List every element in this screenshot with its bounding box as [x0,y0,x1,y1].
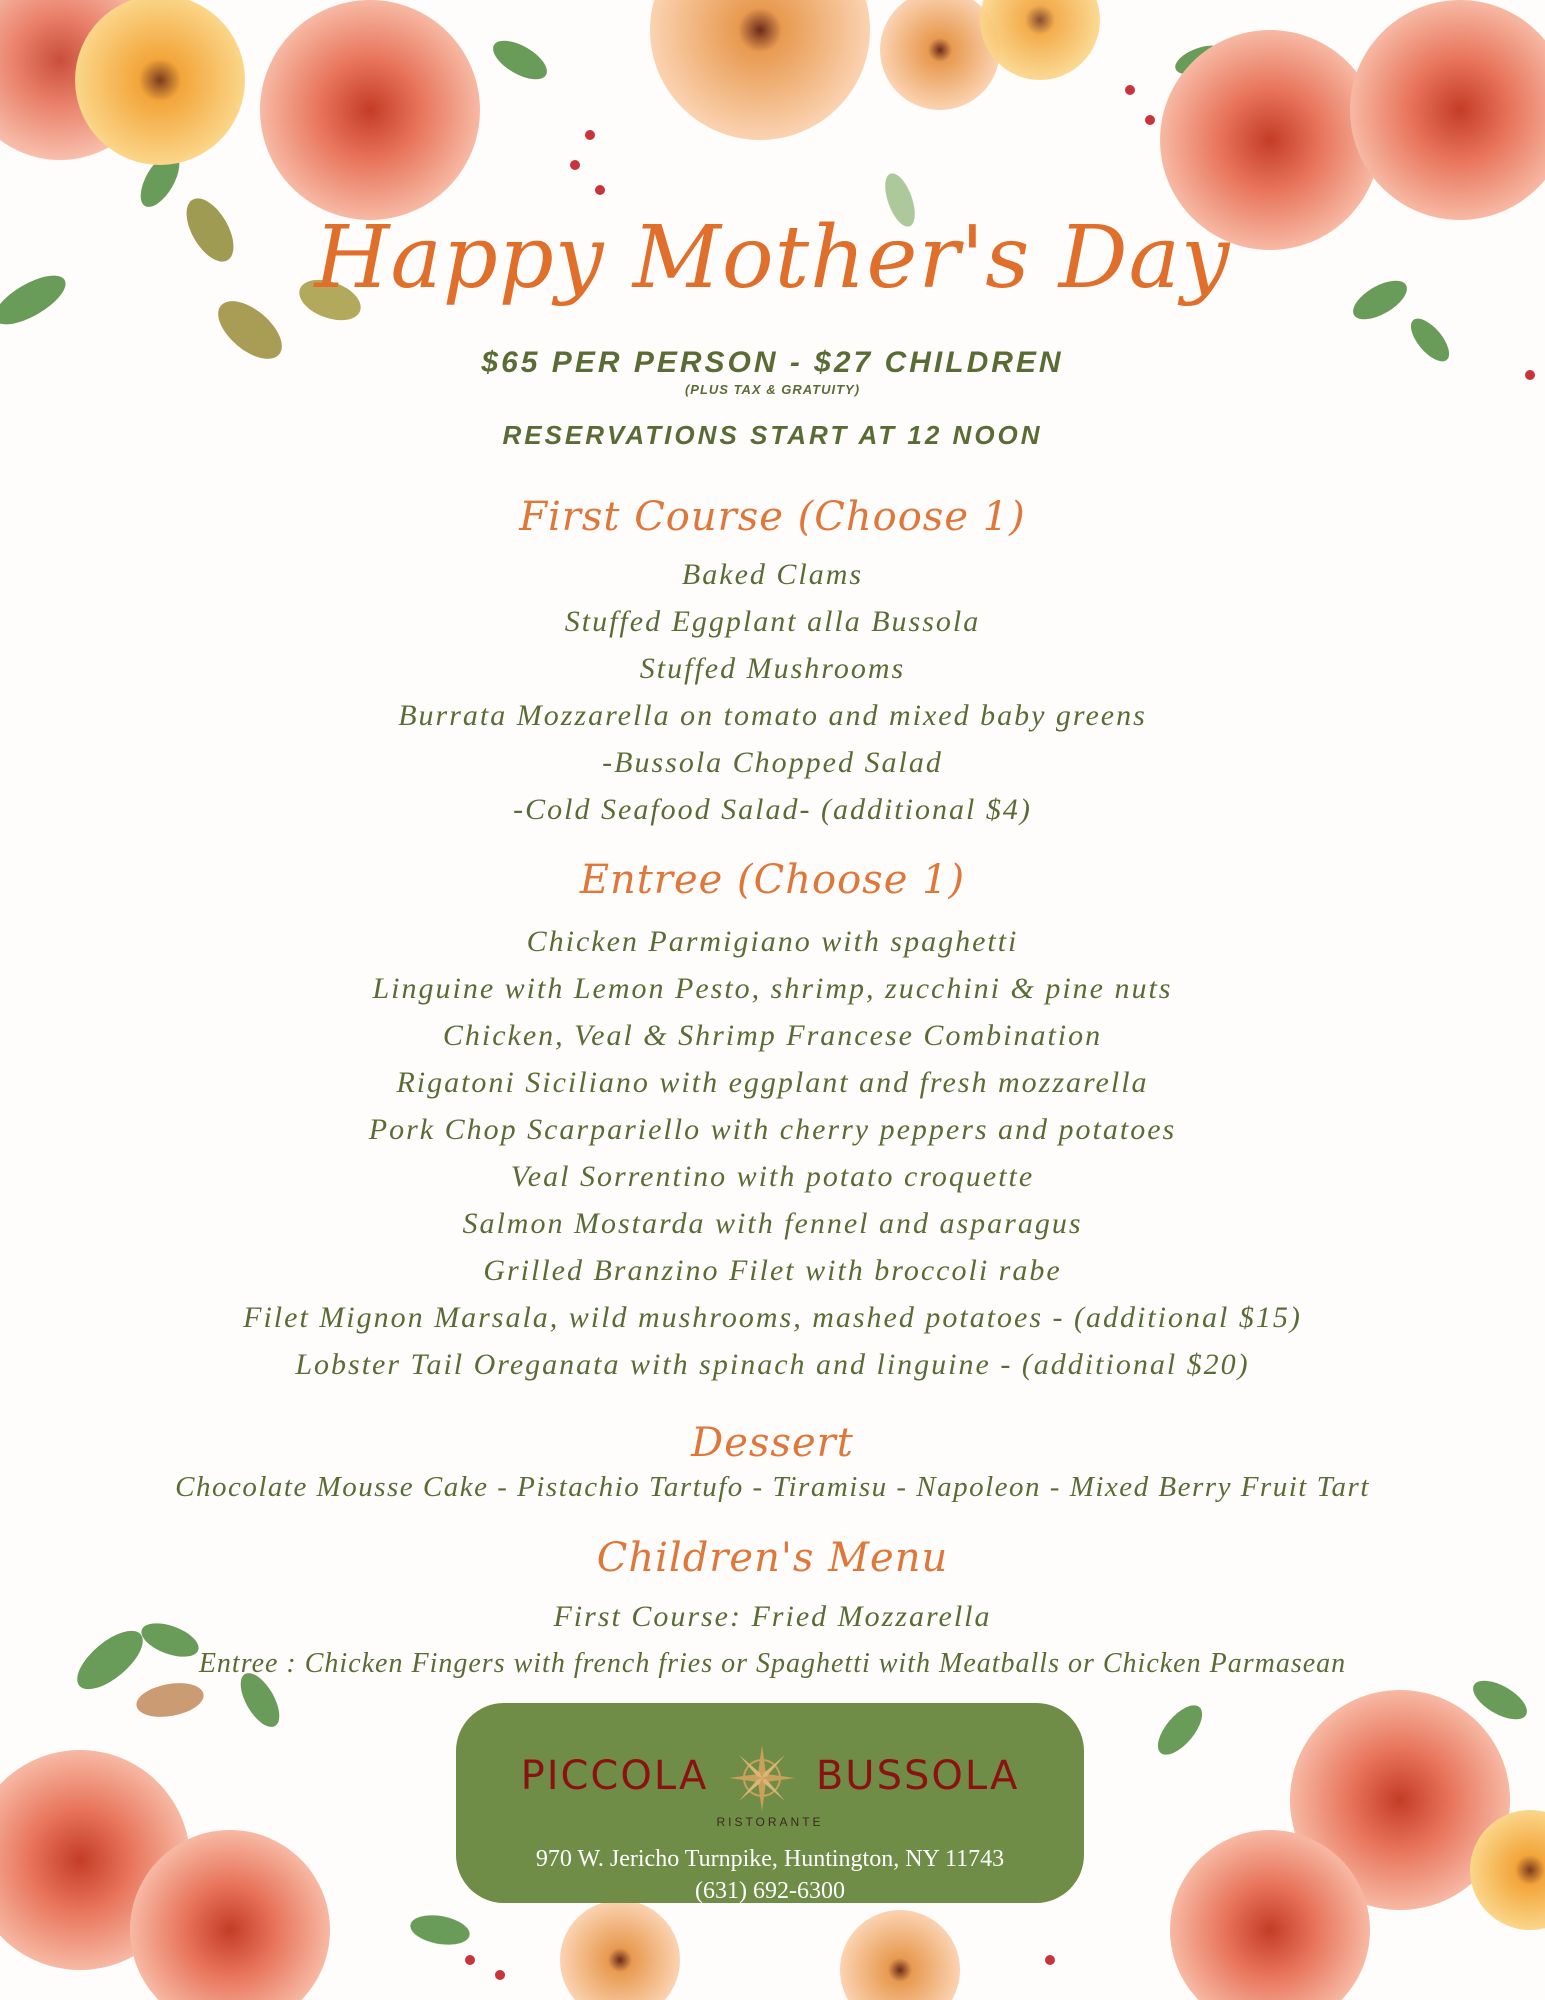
list-item: Pork Chop Scarpariello with cherry peppers and potatoes [368,1113,1177,1146]
compass-rose-icon [727,1743,797,1813]
list-item: -Cold Seafood Salad- (additional $4) [513,793,1032,826]
list-item: Veal Sorrentino with potato croquette [510,1160,1035,1193]
page-title: Happy Mother's Day [314,208,1231,308]
list-item: Grilled Branzino Filet with broccoli rabe [483,1254,1062,1287]
list-item: Salmon Mostarda with fennel and asparagus [462,1207,1083,1240]
list-item: Linguine with Lemon Pesto, shrimp, zucchini & pine nuts [372,972,1173,1005]
list-item: Stuffed Mushrooms [639,652,906,685]
children-list [0,1593,1545,1687]
address-block [456,1843,1084,1907]
address-line: 970 W. Jericho Turnpike, Huntington, NY 11743 [535,1846,1005,1872]
logo-subtitle: RISTORANTE [716,1815,824,1829]
tax-note: (PLUS TAX & GRATUITY) [684,382,861,397]
list-item: -Bussola Chopped Salad [602,746,943,779]
list-item: Burrata Mozzarella on tomato and mixed baby greens [398,699,1147,732]
list-item: Chicken Parmigiano with spaghetti [526,925,1019,958]
list-item: Filet Mignon Marsala, wild mushrooms, mashed potatoes - (additional $15) [243,1301,1302,1334]
list-item: Chicken, Veal & Shrimp Francese Combination [442,1019,1103,1052]
entree-heading: Entree (Choose 1) [579,857,966,903]
list-item: Baked Clams [681,558,864,591]
logo-right-word: BUSSOLA [815,1753,1020,1799]
dessert-line: Chocolate Mousse Cake - Pistachio Tartufo - Tiramisu - Napoleon - Mixed Berry Fruit Tart [175,1471,1370,1503]
list-item: First Course: Fried Mozzarella [553,1600,992,1633]
list-item: Lobster Tail Oreganata with spinach and linguine - (additional $20) [295,1348,1250,1381]
list-item: Rigatoni Siciliano with eggplant and fresh mozzarella [396,1066,1149,1099]
dessert-heading: Dessert [691,1420,854,1466]
restaurant-logo [456,1743,1084,1813]
list-item: Entree : Chicken Fingers with french fries or Spaghetti with Meatballs or Chicken Parmasean [198,1648,1347,1679]
restaurant-info-box [456,1703,1084,1903]
children-heading: Children's Menu [596,1535,949,1581]
phone-number: (631) 692-6300 [695,1878,845,1904]
entree-list [0,918,1545,1388]
first-course-heading: First Course (Choose 1) [519,494,1026,540]
list-item: Stuffed Eggplant alla Bussola [564,605,981,638]
first-course-list [0,551,1545,833]
logo-left-word: PICCOLA [520,1753,709,1799]
price-line: $65 PER PERSON - $27 CHILDREN [481,346,1064,379]
reservations-note: RESERVATIONS START AT 12 NOON [502,420,1043,450]
